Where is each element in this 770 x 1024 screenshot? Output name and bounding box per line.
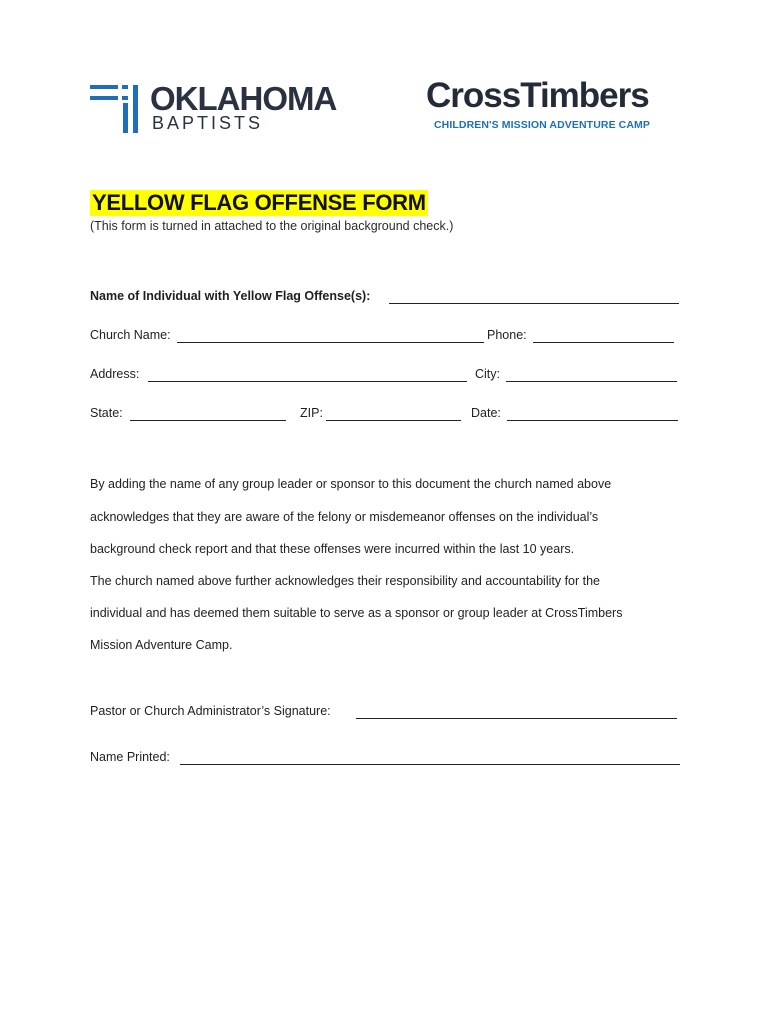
crosstimbers-logo-title: CrossTimbers xyxy=(426,76,649,115)
acknowledgement-line-5: individual and has deemed them suitable to serve as a sponsor or group leader at CrossTimbers xyxy=(90,606,623,620)
city-label: City: xyxy=(475,367,500,381)
acknowledgement-line-6: Mission Adventure Camp. xyxy=(90,638,233,652)
church-name-label: Church Name: xyxy=(90,328,171,342)
individual-name-row xyxy=(90,289,680,307)
signature-field[interactable] xyxy=(356,718,677,719)
city-field[interactable] xyxy=(506,381,677,382)
form-subtitle: (This form is turned in attached to the original background check.) xyxy=(90,219,454,233)
name-printed-field[interactable] xyxy=(180,764,680,765)
state-zip-date-row xyxy=(90,406,680,424)
acknowledgement-line-2: acknowledges that they are aware of the felony or misdemeanor offenses on the individual’s xyxy=(90,510,599,524)
crosstimbers-logo xyxy=(426,76,686,138)
date-label: Date: xyxy=(471,406,501,420)
name-printed-row xyxy=(90,750,680,768)
zip-field[interactable] xyxy=(326,420,461,421)
oklahoma-logo-subtitle: BAPTISTS xyxy=(152,113,264,133)
church-name-field[interactable] xyxy=(177,342,484,343)
state-field[interactable] xyxy=(130,420,286,421)
crosstimbers-logo-subtitle: CHILDREN'S MISSION ADVENTURE CAMP xyxy=(434,119,651,131)
name-printed-label: Name Printed: xyxy=(90,750,170,764)
church-phone-row xyxy=(90,328,680,346)
state-label: State: xyxy=(90,406,123,420)
acknowledgement-line-4: The church named above further acknowledges their responsibility and accountability for the xyxy=(90,574,601,588)
acknowledgement-line-1: By adding the name of any group leader or sponsor to this document the church named above xyxy=(90,477,612,491)
address-label: Address: xyxy=(90,367,140,381)
address-field[interactable] xyxy=(148,381,467,382)
zip-label: ZIP: xyxy=(300,406,323,420)
phone-label: Phone: xyxy=(487,328,527,342)
date-field[interactable] xyxy=(507,420,678,421)
address-city-row xyxy=(90,367,680,385)
individual-name-field[interactable] xyxy=(389,303,679,304)
oklahoma-baptists-logo xyxy=(90,82,360,138)
oklahoma-logo-title: OKLAHOMA xyxy=(150,80,337,117)
oklahoma-baptists-mark-icon xyxy=(90,82,140,136)
phone-field[interactable] xyxy=(533,342,674,343)
individual-name-label: Name of Individual with Yellow Flag Offense(s): xyxy=(90,289,371,303)
acknowledgement-line-3: background check report and that these offenses were incurred within the last 10 years. xyxy=(90,542,575,556)
signature-label: Pastor or Church Administrator’s Signature: xyxy=(90,704,331,718)
form-title: YELLOW FLAG OFFENSE FORM xyxy=(92,190,426,215)
signature-row xyxy=(90,704,680,722)
